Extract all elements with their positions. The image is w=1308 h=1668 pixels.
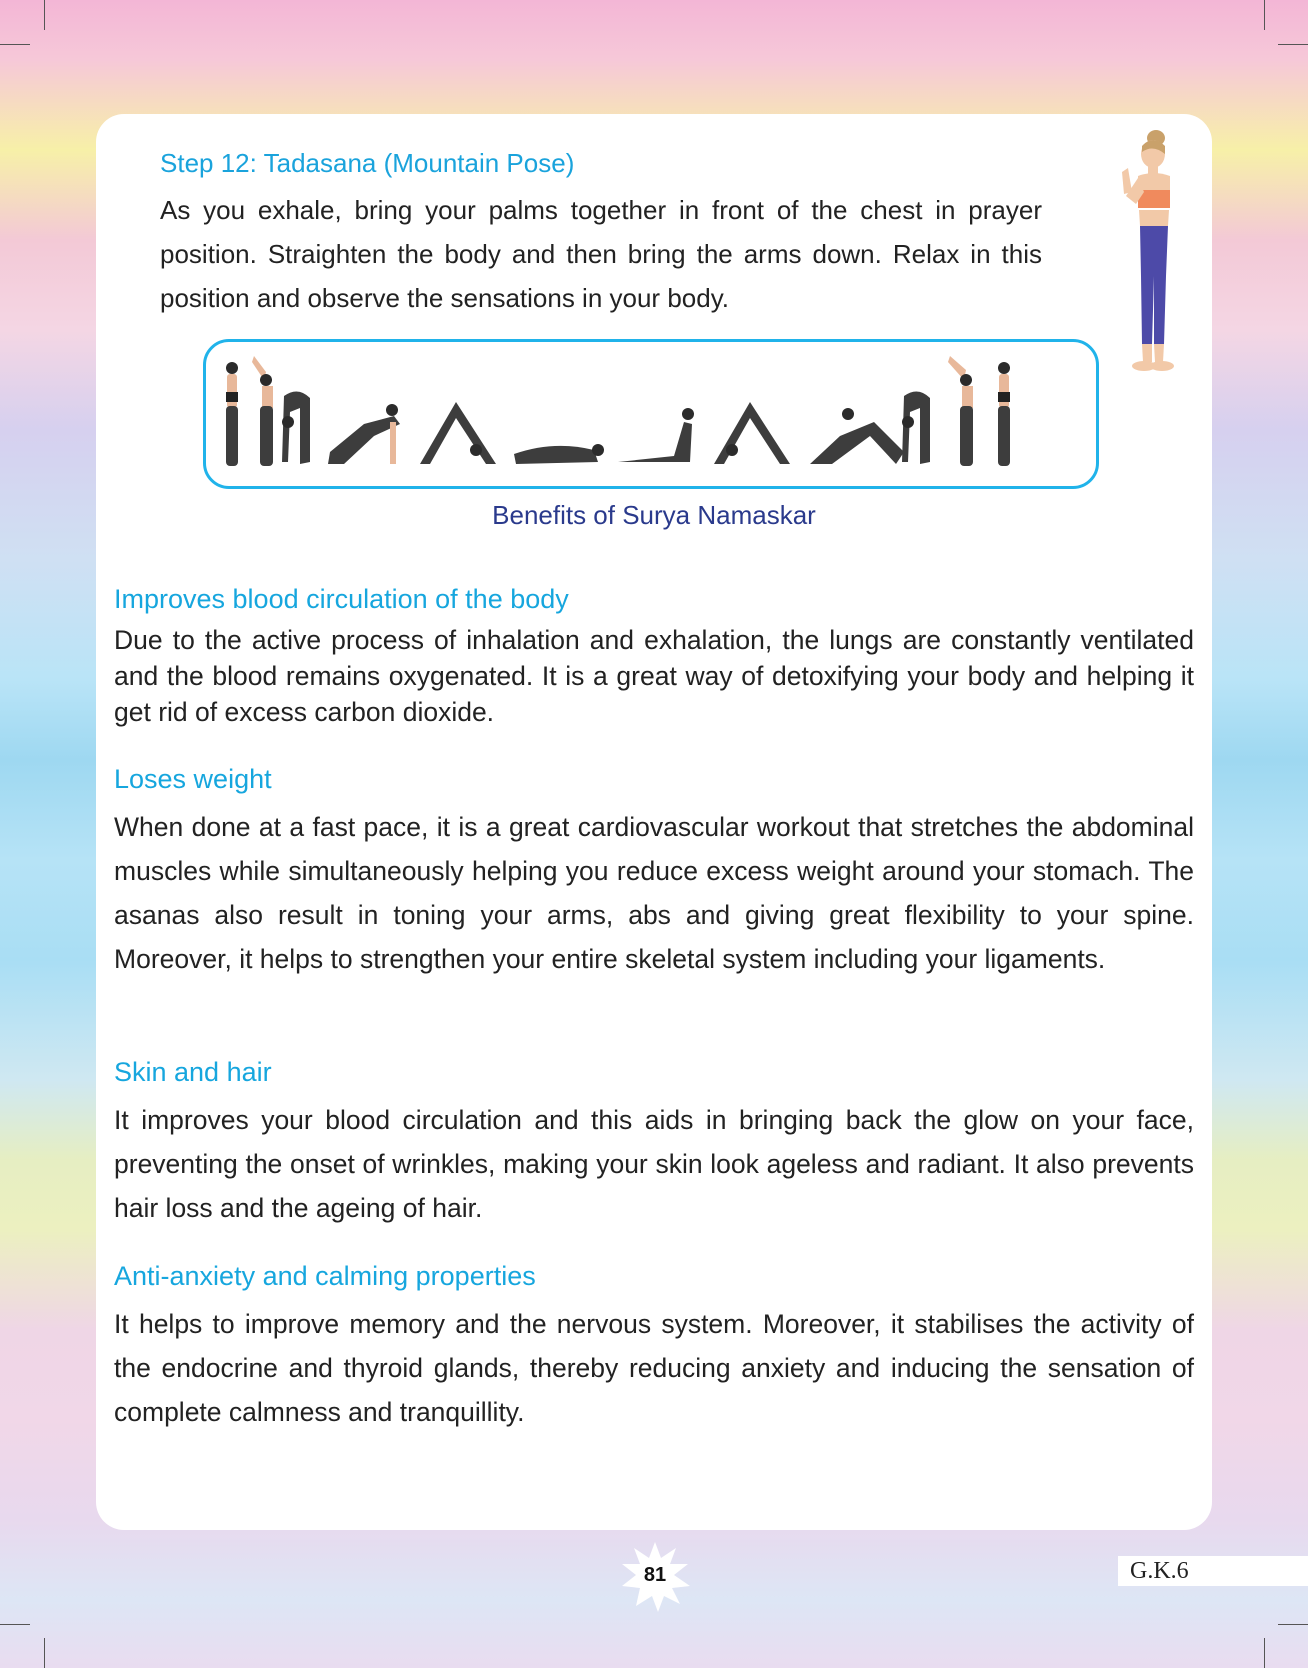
section-heading: Anti-anxiety and calming properties	[114, 1261, 536, 1291]
figure-caption: Benefits of Surya Namaskar	[492, 500, 816, 530]
page-number: 81	[643, 1564, 667, 1586]
pose-3-figure	[282, 391, 310, 464]
crop-mark	[1264, 1638, 1265, 1668]
crop-mark	[0, 44, 30, 45]
section-heading: Improves blood circulation of the body	[114, 584, 569, 614]
step-body: As you exhale, bring your palms together in front of the chest in prayer position. Straighten the body and then bring the arms down. Relax in this position and observe the sensations in your body.	[160, 195, 1042, 313]
section-body: When done at a fast pace, it is a great cardiovascular workout that stretches the abdominal muscles while simultaneously helping you reduce excess weight around your stomach. The asanas also result in toning your arms, abs and giving great flexibility to your spine. Moreover, it helps to strengthen your entire skeletal system including your ligaments.	[114, 812, 1194, 974]
mountain-pose-illustration	[1108, 126, 1198, 394]
pose-9-figure	[810, 408, 904, 464]
pose-1-figure	[226, 362, 238, 466]
pose-5-figure	[420, 402, 496, 464]
section-body: It improves your blood circulation and this aids in bringing back the glow on your face, preventing the onset of wrinkles, making your skin look ageless and radiant. It also prevents hair loss and the ageing of hair.	[114, 1105, 1194, 1223]
pose-11-figure	[948, 356, 973, 466]
step-title: Step 12: Tadasana (Mountain Pose)	[160, 148, 575, 178]
crop-mark	[1278, 44, 1308, 45]
pose-12-figure	[998, 362, 1010, 466]
section-heading: Loses weight	[114, 764, 272, 794]
crop-mark	[0, 1624, 30, 1625]
crop-mark	[1278, 1624, 1308, 1625]
pose-10-figure	[902, 391, 930, 464]
crop-mark	[44, 0, 45, 30]
crop-mark	[44, 1638, 45, 1668]
pose-6-figure	[514, 444, 604, 464]
pose-8-figure	[714, 402, 790, 464]
book-code: G.K.6	[1118, 1556, 1308, 1586]
pose-7-figure	[618, 408, 694, 462]
section-body: Due to the active process of inhalation and exhalation, the lungs are constantly ventilated and the blood remains oxygenated. It is a great way of detoxifying your body and helping it get rid of excess carbon dioxide.	[114, 625, 1194, 727]
page-number-badge	[620, 1542, 690, 1612]
crop-mark	[1264, 0, 1265, 30]
pose-4-figure	[328, 404, 400, 464]
section-body: It helps to improve memory and the nervous system. Moreover, it stabilises the activity of the endocrine and thyroid glands, thereby reducing anxiety and inducing the sensation of complete calmness and tranquillity.	[114, 1309, 1194, 1427]
section-heading: Skin and hair	[114, 1057, 272, 1087]
pose-2-figure	[252, 356, 273, 466]
pose-figures	[214, 352, 1088, 476]
